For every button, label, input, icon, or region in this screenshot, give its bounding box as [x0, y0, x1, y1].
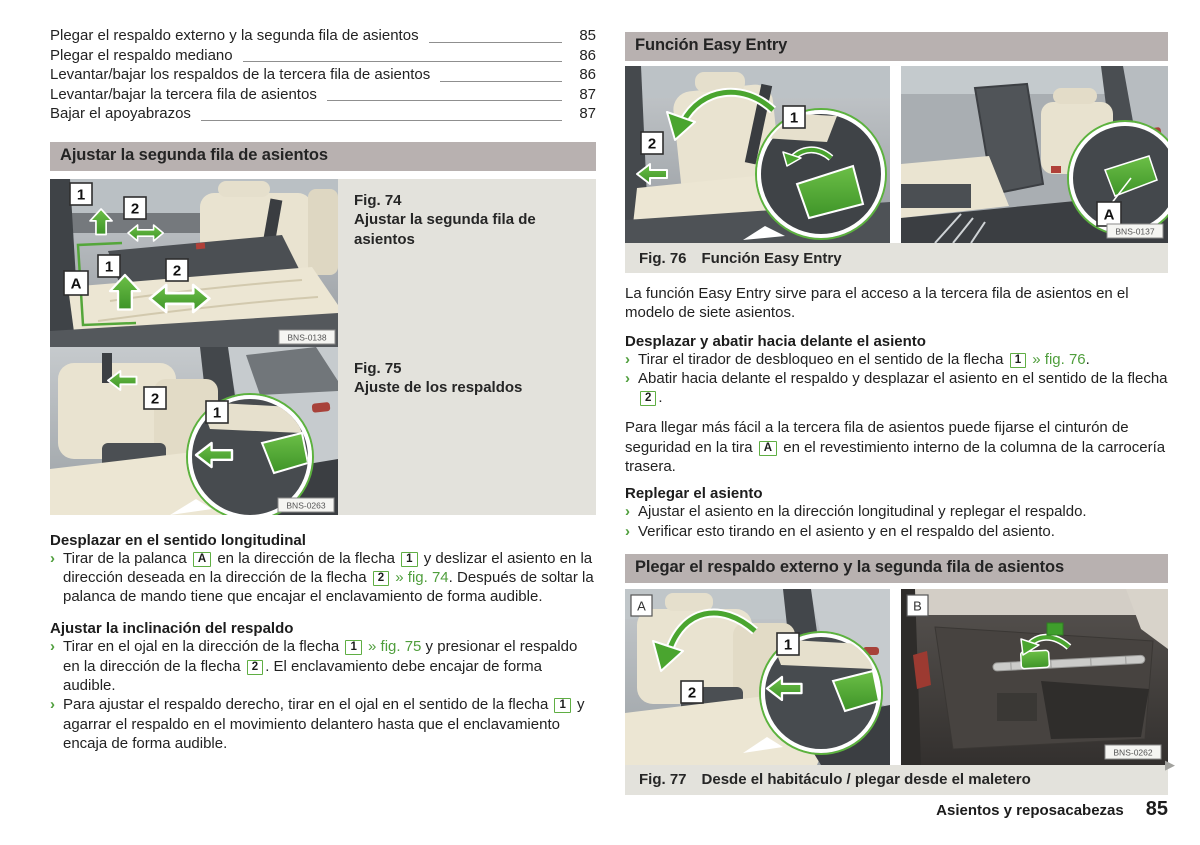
- instruction-text: [63, 549, 596, 607]
- figure-77-caption: [625, 765, 1168, 795]
- text-segment: Tirar el tirador de desbloqueo en el sentido de la flecha: [638, 350, 1008, 368]
- toc-entry-label[interactable]: Plegar el respaldo externo y la segunda fila de asientos: [50, 27, 419, 44]
- figure-76-caption: [625, 243, 1168, 273]
- figure-74: [50, 179, 596, 347]
- svg-text:2: 2: [150, 390, 160, 407]
- toc-entry-label[interactable]: Plegar el respaldo mediano: [50, 46, 233, 64]
- text-segment: .: [1085, 350, 1090, 368]
- latch-indicator: [1047, 623, 1063, 635]
- figure-link[interactable]: » fig. 75: [368, 638, 422, 656]
- figure-label: Fig. 76: [639, 249, 687, 267]
- svg-text:2: 2: [130, 200, 140, 217]
- ref-box-1: 1: [554, 698, 570, 713]
- figure-label: Fig. 74: [354, 191, 402, 209]
- svg-text:A: A: [1103, 206, 1115, 224]
- toc-page-number: 87: [579, 105, 596, 122]
- text-segment: y agarrar el respaldo en el movimiento delantero hasta que el enclavamiento encaja de forma audible.: [63, 696, 585, 752]
- text-segment: Tirar en el ojal en la dirección de la flecha: [63, 638, 344, 656]
- figure-caption: Ajuste de los respaldos: [354, 379, 523, 396]
- panel-label-a: [631, 595, 652, 616]
- ref-box-a: A: [759, 441, 777, 456]
- figure-caption-text: Función Easy Entry: [701, 249, 842, 267]
- instruction-text: [638, 369, 1168, 408]
- figure-76-panel-left: [625, 66, 890, 243]
- image-code-tag: [1107, 224, 1163, 238]
- svg-text:1: 1: [789, 109, 799, 127]
- figure-label: Fig. 75: [354, 359, 402, 377]
- svg-text:BNS-0262: BNS-0262: [1113, 747, 1153, 758]
- figure-76-image: [625, 66, 1168, 243]
- bullet-icon: ›: [625, 503, 630, 521]
- figure-77-image: [625, 589, 1168, 765]
- marker-1: [98, 255, 120, 277]
- intro-paragraph: La función Easy Entry sirve para el acceso a la tercera fila de asientos en el modelo de siete asientos.: [625, 285, 1129, 322]
- figure-caption-text: Desde el habitáculo / plegar desde el maletero: [701, 771, 1031, 789]
- marker-1: [783, 106, 805, 128]
- toc-entry-label[interactable]: Bajar el apoyabrazos: [50, 105, 191, 122]
- toc-entry[interactable]: [50, 65, 596, 85]
- page-footer: [936, 798, 1168, 821]
- toc-entry[interactable]: [50, 46, 596, 66]
- toc-page-number: 86: [579, 46, 596, 64]
- figure-76-panel-right: [901, 66, 1168, 243]
- toc-leader-line: [440, 81, 562, 82]
- instruction-bullet: [50, 549, 596, 607]
- figure-74-image: [50, 179, 338, 347]
- ref-box-1: 1: [1010, 353, 1026, 368]
- instruction-text: [63, 637, 596, 695]
- right-column: [625, 32, 1168, 795]
- instruction-bullet: [625, 502, 1168, 521]
- svg-text:1: 1: [104, 258, 114, 275]
- ref-box-2: 2: [247, 660, 263, 675]
- ref-box-2: 2: [373, 571, 389, 586]
- marker-2: [144, 387, 166, 409]
- toc-page-number: 87: [579, 85, 596, 103]
- section-header-funcion-easy-entry: Función Easy Entry: [625, 32, 1168, 61]
- instruction-bullet: [625, 369, 1168, 408]
- svg-text:B: B: [913, 598, 922, 614]
- subheading-desplazar-abatir: Desplazar y abatir hacia delante el asiento: [625, 332, 926, 350]
- marker-1: [70, 183, 92, 205]
- marker-1: [206, 401, 228, 423]
- tail-light: [312, 401, 331, 412]
- instruction-text: Verificar esto tirando en el asiento y en el respaldo del asiento.: [638, 522, 1055, 540]
- svg-text:BNS-0263: BNS-0263: [286, 500, 326, 510]
- toc-page-number: 86: [579, 66, 596, 83]
- text-segment: . Después de soltar la palanca de mando tiene que encajar el enclavamiento de forma audible.: [63, 568, 594, 606]
- ref-box-2: 2: [640, 391, 656, 406]
- toc-leader-line: [429, 42, 562, 43]
- svg-text:BNS-0137: BNS-0137: [1115, 226, 1155, 237]
- bullet-icon: ›: [50, 638, 55, 656]
- text-segment: .: [658, 389, 663, 407]
- figure-74-caption-panel: [338, 179, 596, 347]
- text-segment: en el revestimiento interno de la columna de la carrocería trasera.: [625, 438, 1166, 476]
- svg-text:A: A: [637, 598, 646, 614]
- text-segment: en la dirección de la flecha: [213, 549, 400, 567]
- svg-text:1: 1: [783, 636, 793, 654]
- latch-indicator: [196, 242, 205, 249]
- toc-leader-line: [243, 61, 562, 62]
- bullet-icon: ›: [50, 696, 55, 714]
- image-code-tag: [278, 498, 334, 512]
- seat-backrest: [308, 189, 338, 275]
- marker-2: [681, 681, 703, 703]
- bullet-icon: ›: [625, 522, 630, 540]
- panel-label-b: [907, 595, 928, 616]
- text-segment: Abatir hacia delante el respaldo y desplazar el asiento en el sentido de la flecha: [638, 369, 1168, 387]
- svg-text:2: 2: [647, 135, 657, 153]
- svg-text:1: 1: [212, 404, 222, 421]
- instruction-bullet: [625, 522, 1168, 541]
- figure-link[interactable]: » fig. 76: [1032, 350, 1086, 368]
- continuation-arrow-icon: ▶: [1165, 757, 1175, 772]
- page-number: 85: [1145, 798, 1168, 820]
- instruction-bullet: [50, 637, 596, 695]
- svg-text:2: 2: [687, 684, 697, 702]
- toc-entry-label[interactable]: Levantar/bajar la tercera fila de asientos: [50, 85, 317, 103]
- toc-leader-line: [201, 120, 562, 121]
- figure-label: Fig. 77: [639, 771, 687, 789]
- svg-text:2: 2: [172, 262, 182, 279]
- marker-1: [777, 633, 799, 655]
- ref-box-1: 1: [345, 640, 361, 655]
- figure-77-panel-right: [901, 589, 1168, 765]
- svg-text:1: 1: [76, 186, 86, 203]
- subheading-ajustar-inclinacion: Ajustar la inclinación del respaldo: [50, 620, 294, 638]
- image-code-tag: [279, 330, 335, 344]
- marker-a: [64, 271, 88, 295]
- instruction-text: Ajustar el asiento en la dirección longitudinal y replegar el respaldo.: [638, 503, 1087, 521]
- section-header-plegar-respaldo: Plegar el respaldo externo y la segunda fila de asientos: [625, 554, 1168, 583]
- toc-page-number: 85: [579, 27, 596, 44]
- marker-2: [166, 259, 188, 281]
- left-column: [50, 26, 596, 753]
- text-segment: Para ajustar el respaldo derecho, tirar en el ojal en el sentido de la flecha: [63, 696, 553, 714]
- ref-box-1: 1: [401, 552, 417, 567]
- figure-75-image: [50, 347, 338, 515]
- ref-box-a: A: [193, 552, 211, 567]
- toc-entry[interactable]: [50, 85, 596, 105]
- subheading-desplazar-longitudinal: Desplazar en el sentido longitudinal: [50, 531, 306, 549]
- bullet-icon: ›: [625, 350, 630, 368]
- figure-77-panel-left: [625, 589, 890, 765]
- bullet-icon: ›: [50, 549, 55, 567]
- table-of-contents: [50, 26, 596, 124]
- toc-entry[interactable]: [50, 26, 596, 46]
- marker-a: [1097, 202, 1121, 226]
- toc-entry[interactable]: [50, 104, 596, 124]
- section-header-ajustar-segunda-fila: Ajustar la segunda fila de asientos: [50, 142, 596, 171]
- toc-entry-label[interactable]: Levantar/bajar los respaldos de la tercera fila de asientos: [50, 66, 431, 83]
- text-segment: Tirar de la palanca: [63, 549, 191, 567]
- text-segment: Para llegar más fácil a la tercera fila de asientos puede fijarse el cinturón de seguridad en la tira: [625, 419, 1129, 456]
- subheading-replegar: Replegar el asiento: [625, 485, 763, 503]
- instruction-bullet: [50, 695, 596, 753]
- text-segment: y deslizar el asiento en la dirección deseada en la dirección de la flecha: [63, 549, 593, 586]
- chapter-title: Asientos y reposacabezas: [936, 802, 1124, 819]
- marker-2: [124, 197, 146, 219]
- instruction-bullet: [625, 350, 1168, 369]
- headrest: [218, 181, 270, 197]
- figure-link[interactable]: » fig. 74: [395, 568, 449, 586]
- bullet-icon: ›: [625, 369, 630, 387]
- text-segment: . El enclavamiento debe encajar de forma audible.: [63, 657, 543, 694]
- figure-caption: Ajustar la segunda fila de asientos: [354, 211, 536, 248]
- svg-text:A: A: [70, 275, 82, 292]
- svg-text:BNS-0138: BNS-0138: [287, 332, 327, 342]
- text-segment: y presionar el respaldo en la dirección de la flecha: [63, 638, 578, 675]
- image-code-tag: [1105, 745, 1161, 759]
- figure-75-caption-panel: [338, 347, 596, 515]
- instruction-text: [63, 695, 596, 753]
- figure-75: [50, 347, 596, 515]
- toc-leader-line: [327, 100, 562, 101]
- marker-2: [641, 132, 663, 154]
- instruction-text: [638, 350, 1168, 369]
- body-paragraph: [625, 418, 1168, 476]
